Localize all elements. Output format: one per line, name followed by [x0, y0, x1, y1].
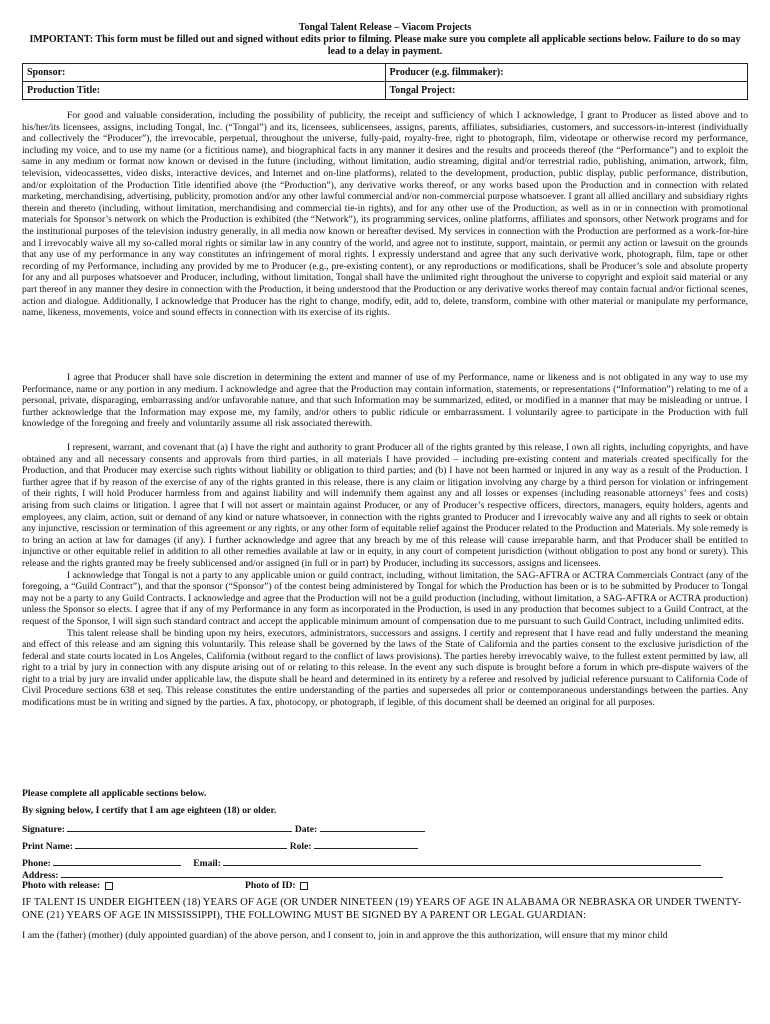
guardian-consent: I am the (father) (mother) (duly appointed guardian) of the above person, and I consent to, join in and approve the this authorization, will ensure that my minor child [22, 930, 668, 941]
date-label: Date: [294, 824, 318, 835]
age-certification: By signing below, I certify that I am age eighteen (18) or older. [22, 805, 277, 816]
print-name-label: Print Name: [22, 841, 73, 852]
email-line[interactable] [223, 856, 701, 866]
production-title-field[interactable]: Production Title: [23, 82, 386, 100]
sponsor-field[interactable]: Sponsor: [23, 64, 386, 82]
paragraph-text: I represent, warrant, and covenant that (a) I have the right and authority to grant Producer all of the rights granted by this release, I own all rights, including copyrights, and have obtained any and all necessary consents and approvals from third parties, in all materials I have provided – including pre-existing content and materials created specifically for the Production, and that Producer may exercise such rights without liability or obligation to third parties; and (b) I have not been harmed or injured in any way as a result of the Production. I further agree that if by reason of the exercise of any of the rights granted in this release, there is any claim or litigation involving any charge by a third person for violation or infringement of their rights, I will hold Producer harmless from and against liability and will indemnify them against any and all losses or expenses (including reasonable attorneys’ fees and costs) arising from such claims or litigation. I agree that I will not assert or maintain against Producer, or any of Producer’s respective officers, directors, managers, equity holders, agents and employees, any claim, action, suit or demand of any kind or nature whatsoever, in connection with the rights granted to Producer and I irrevocably waive any and all rights to seek or obtain any injunctive, rescission or termination of this agreement or any rights, or any other form of equitable relief against the Producer related to the Production and Materials. My sole remedy is to bring an action at law for damages (if any). I further acknowledge and agree that any breach by me of this release will cause irreparable harm, and that Producer shall be entitled to injunctive or other equitable relief in addition to all other remedies available at law or in equity, in any court of competent jurisdiction (without obligation to post any bond or surety). This release and the rights granted may be freely sublicensed and/or assigned (in full or in part) by Producer, including its successors, assigns and licensees. [22, 442, 748, 569]
photo-id-label: Photo of ID: [245, 880, 296, 891]
address-line[interactable] [61, 868, 723, 878]
signature-line[interactable] [67, 822, 292, 832]
paragraph-text: This talent release shall be binding upon my heirs, executors, administrators, successors and assigns. I certify and represent that I have read and fully understand the meaning and effect of this release and am signing this voluntarily. This release shall be governed by the laws of the State of California and the parties consent to the exclusive jurisdiction of the federal and state courts located in Los Angeles, California (without regard to the conflict of laws provisions). The parties hereby irrevocably waive, to the fullest extent permitted by law, all right to a trial by jury in connection with any dispute arising out of or relating to this release. In the event any such dispute is brought before a forum in which pre-dispute waivers of the right to a trial by jury are invalid under applicable law, the dispute shall be heard and determined in its entirety by a referee and resolved by judicial reference pursuant to California Code of Civil Procedure sections 638 et seq. This release constitutes the entire understanding of the parties and supersedes all prior or contemporaneous understandings between the parties. Any modifications must be in writing and signed by the parties. A fax, photocopy, or photograph, if legible, of this document shall be deemed an original for all purposes. [22, 627, 748, 709]
grant-paragraph [22, 110, 748, 319]
role-label: Role: [289, 841, 312, 852]
info-table [22, 63, 748, 100]
phone-line[interactable] [53, 856, 181, 866]
photo-id-checkbox[interactable] [300, 882, 308, 890]
paragraph-text: For good and valuable consideration, including the possibility of publicity, the receipt and sufficiency of which I acknowledge, I grant to Producer as listed above and to his/her/its licensees, assigns, including Tongal, Inc. (“Tongal”) and its, licensees, sublicensees, assigns, parents, affiliates, subsidiaries, customers, and successors-in-interest (individually and collectively the “Producer”), the irrevocable, perpetual, throughout the universe, fully-paid, royalty-free, right to photograph, film, videotape or otherwise record my performance, including my voice, and to use my name (or a fictitious name), and biographical facts in any manner it desires and the results and proceeds thereof (the “Performance”) and to exploit the same in any medium or format now known or devised in the future (including, without limitation, audio streaming, digital and/or terrestrial radio, publishing, animation, artwork, film, television, videocassettes, video disks, interactive devices, and Internet and on-line platforms), related to the development, production, public display, public performance, distribution, and/or exploitation of the Production Title identified above (the “Production”), any derivative works thereof, or any works based upon the Production and in connection with related marketing, merchandising, advertising, publicity, promotion and/or any other lawful commercial and/or non-commercial purpose whatsoever. I grant all allied ancillary and subsidiary rights therein and thereto (including, without limitation, merchandising and commercial tie-in rights), and for any other use of the Production, as well as in or in connection with promotional materials for Sponsor’s network on which the Production is exhibited (the “Network”), its programming services, online platforms, affiliates and sponsors, other Network programs and for the institutional purposes of the television industry generally, in all media now known or hereafter devised. My services in connection with the Production are performed as a work-for-hire and I irrevocably waive all my so-called moral rights or similar law in any country of the world, and agree not to institute, support, maintain, or permit any action or lawsuit on the grounds that any use of my performance in any way constitutes an infringement of moral rights. I expressly understand and agree that any such derivative work, photograph, film, tape or other recording of my Performance, including any provided by me to Producer (e.g., pre-existing content), or any reproductions or modifications, shall be Producer’s sole and absolute property for any and all purposes whatsoever and Producer, including, without limitation, Tongal shall have the unlimited right throughout the universe to copyright and exploit said material or any part thereof in any manner they desire in connection with the Production, it being understood that the Production or any derivative works thereof may contain factual and/or fictional scenes, action and dialogue. Additionally, I acknowledge that Producer has the right to change, modify, edit, add to, delete, transform, combine with other material or manipulate my performance, name, likeness, movements, voice and sound effects in connection with its exercise of its rights. [22, 110, 748, 319]
print-name-line[interactable] [75, 839, 287, 849]
address-row [22, 868, 723, 882]
discretion-paragraph [22, 372, 748, 430]
complete-sections-label: Please complete all applicable sections below. [22, 788, 207, 799]
paragraph-text: I agree that Producer shall have sole discretion in determining the extent and manner of use of my Performance, name or likeness and is not obligated in any way to use my Performance, name or any portion in any medium. I acknowledge and agree that the Production may contain information, statements, or representations (“Information”) relating to me of a personal, private, disparaging, embarrassing and/or unfavorable nature, and that such Information may be summarized, edited, or modified in a manner that may be misleading or untrue. I further acknowledge that the Information may expose me, my family, and/or others to public ridicule or embarrassment. I voluntarily agree to participate in the Production with full knowledge of the foregoing and freely and voluntarily assume all risk associated therewith. [22, 372, 748, 430]
email-label: Email: [193, 858, 221, 869]
tongal-project-field[interactable]: Tongal Project: [385, 82, 748, 100]
warranty-paragraph [22, 442, 748, 709]
print-name-row [22, 839, 418, 853]
minor-notice: IF TALENT IS UNDER EIGHTEEN (18) YEARS OF AGE (OR UNDER NINETEEN (19) YEARS OF AGE IN ALABAMA OR NEBRASKA OR UNDER TWENTY-ONE (21) YEARS OF AGE IN MISSISSIPPI), THE FOLLOWING MUST BE SIGNED BY A PARENT OR LEGAL GUARDIAN: [22, 897, 742, 921]
signature-label: Signature: [22, 824, 65, 835]
paragraph-text: I acknowledge that Tongal is not a party to any applicable union or guild contract, including, without limitation, the SAG-AFTRA or ACTRA Commercials Contract (any of the foregoing, a “Guild Contract”), and that the sponsor (“Sponsor”) of the contest being administered by Tongal for which the Production has been or is to be submitted by Producer to Tongal may not be a party to any Guild Contracts. I acknowledge and agree that the Production will not be a guild production (including, without limitation, a SAG-AFTRA or ACTRA production) unless the Sponsor so elects. I agree that if any of my Performance in any form as incorporated in the Production, is used in any production that becomes subject to a Guild Contract, at the request of the Sponsor, I will sign such standard contract and accept the applicable minimum amount of compensation due to me pursuant to such Guild Contract, including unlimited edits. [22, 569, 748, 627]
photo-id-row [245, 880, 308, 892]
address-label: Address: [22, 870, 59, 881]
producer-field[interactable]: Producer (e.g. filmmaker): [385, 64, 748, 82]
role-line[interactable] [314, 839, 418, 849]
signature-row [22, 822, 425, 836]
document-title: Tongal Talent Release – Viacom Projects [298, 22, 472, 33]
important-notice: IMPORTANT: This form must be filled out and signed without edits prior to filming. Please make sure you complete all applicable sections below. Failure to do so may lead to a delay in payment. [29, 34, 741, 57]
photo-release-label: Photo with release: [22, 880, 101, 891]
photo-release-checkbox[interactable] [105, 882, 113, 890]
date-line[interactable] [320, 822, 425, 832]
phone-label: Phone: [22, 858, 51, 869]
photo-release-row [22, 880, 113, 892]
